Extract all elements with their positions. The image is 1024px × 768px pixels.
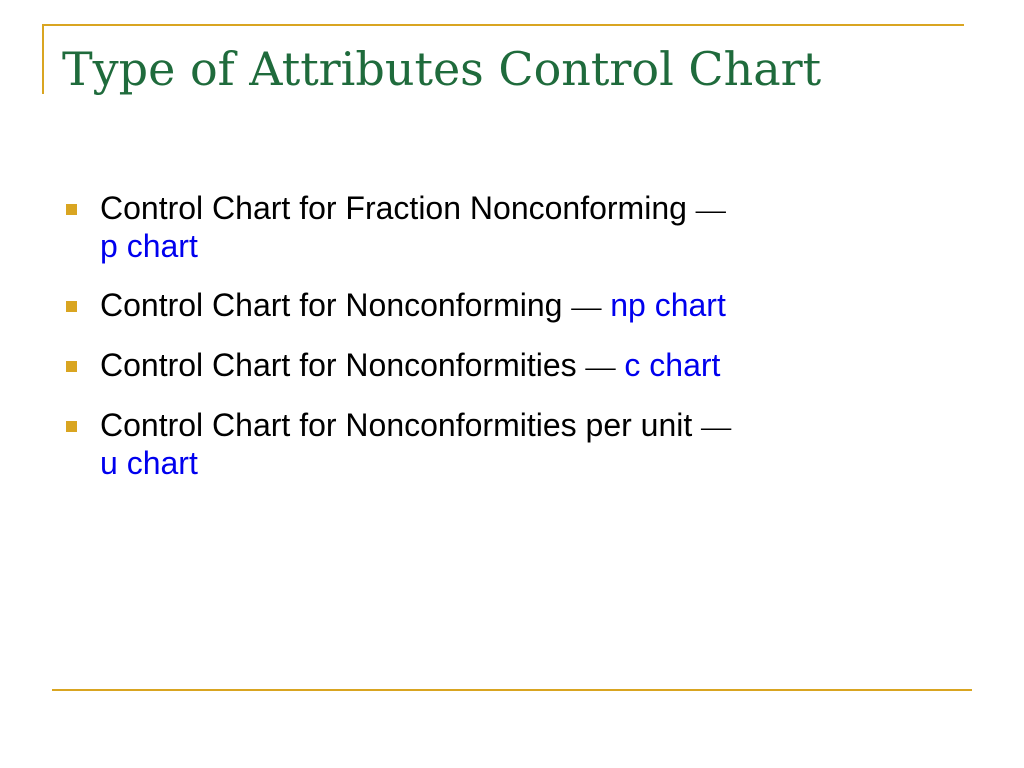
bullet-square-icon (66, 204, 77, 215)
bottom-rule (52, 689, 972, 691)
bullet-item-np-chart (64, 287, 964, 325)
chart-type-label: np chart (610, 287, 726, 323)
em-dash: — (695, 193, 726, 226)
bullet-square-icon (66, 361, 77, 372)
chart-type-label: p chart (100, 228, 198, 264)
chart-type-label: c chart (624, 347, 721, 383)
bullet-item-c-chart (64, 347, 964, 385)
em-dash: — (701, 410, 732, 443)
em-dash: — (571, 290, 602, 323)
bullet-list (64, 190, 964, 504)
bullet-text: Control Chart for Fraction Nonconforming (100, 190, 687, 226)
bullet-item-u-chart (64, 407, 964, 482)
bullet-text: Control Chart for Nonconforming (100, 287, 563, 323)
top-rule (42, 24, 964, 26)
em-dash: — (585, 350, 616, 383)
slide-title: Type of Attributes Control Chart (62, 42, 822, 96)
bullet-item-p-chart (64, 190, 964, 265)
bullet-text: Control Chart for Nonconformities (100, 347, 577, 383)
left-rule (42, 24, 44, 94)
bullet-square-icon (66, 421, 77, 432)
bullet-square-icon (66, 301, 77, 312)
chart-type-label: u chart (100, 445, 198, 481)
bullet-text: Control Chart for Nonconformities per unit (100, 407, 693, 443)
